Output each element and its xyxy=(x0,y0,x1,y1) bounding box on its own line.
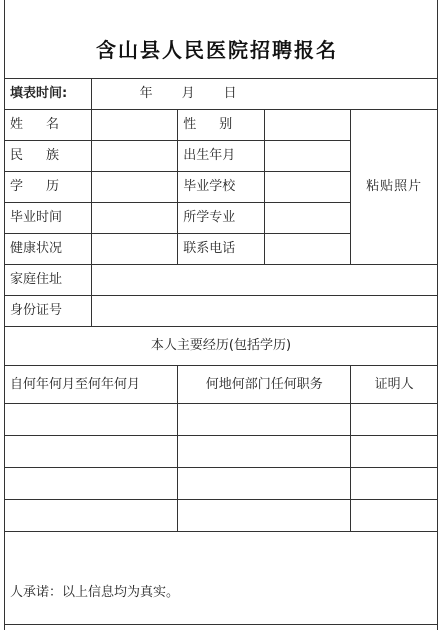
name-row xyxy=(5,110,438,141)
experience-section-title: 本人主要经历(包括学历) xyxy=(5,327,438,366)
experience-witness-cell[interactable] xyxy=(351,500,438,532)
registration-table xyxy=(4,78,438,625)
id-number-label: 身份证号 xyxy=(5,296,92,327)
birth-label: 出生年月 xyxy=(178,141,265,172)
major-label: 所学专业 xyxy=(178,203,265,234)
id-number-field[interactable] xyxy=(91,296,437,327)
experience-col-time: 自何年何月至何年何月 xyxy=(5,366,178,404)
gender-label: 性别 xyxy=(178,110,265,141)
id-row xyxy=(5,296,438,327)
form-title: 含山县人民医院招聘报名 xyxy=(96,38,338,62)
fill-time-label: 填表时间: xyxy=(5,79,92,110)
experience-row xyxy=(5,468,438,500)
birth-field[interactable] xyxy=(264,141,351,172)
experience-place-cell[interactable] xyxy=(178,468,351,500)
name-field[interactable] xyxy=(91,110,178,141)
phone-field[interactable] xyxy=(264,234,351,265)
name-label: 姓名 xyxy=(5,110,92,141)
experience-section-row xyxy=(5,327,438,366)
fill-time-field[interactable]: 年 月 日 xyxy=(91,79,437,110)
grad-time-label: 毕业时间 xyxy=(5,203,92,234)
experience-time-cell[interactable] xyxy=(5,500,178,532)
grad-time-field[interactable] xyxy=(91,203,178,234)
education-field[interactable] xyxy=(91,172,178,203)
health-label: 健康状况 xyxy=(5,234,92,265)
experience-row xyxy=(5,436,438,468)
photo-box[interactable]: 粘贴照片 xyxy=(351,110,438,265)
education-label: 学历 xyxy=(5,172,92,203)
experience-row xyxy=(5,404,438,436)
ethnicity-label: 民族 xyxy=(5,141,92,172)
address-field[interactable] xyxy=(91,265,437,296)
major-field[interactable] xyxy=(264,203,351,234)
experience-witness-cell[interactable] xyxy=(351,404,438,436)
experience-witness-cell[interactable] xyxy=(351,468,438,500)
experience-time-cell[interactable] xyxy=(5,436,178,468)
phone-label: 联系电话 xyxy=(178,234,265,265)
address-row xyxy=(5,265,438,296)
gender-field[interactable] xyxy=(264,110,351,141)
school-field[interactable] xyxy=(264,172,351,203)
experience-witness-cell[interactable] xyxy=(351,436,438,468)
experience-time-cell[interactable] xyxy=(5,468,178,500)
experience-col-place: 何地何部门任何职务 xyxy=(178,366,351,404)
ethnicity-field[interactable] xyxy=(91,141,178,172)
promise-row xyxy=(5,532,438,625)
experience-header-row xyxy=(5,366,438,404)
fill-time-row xyxy=(5,79,438,110)
experience-place-cell[interactable] xyxy=(178,404,351,436)
health-field[interactable] xyxy=(91,234,178,265)
experience-row xyxy=(5,500,438,532)
school-label: 毕业学校 xyxy=(178,172,265,203)
experience-col-witness: 证明人 xyxy=(351,366,438,404)
experience-place-cell[interactable] xyxy=(178,500,351,532)
address-label: 家庭住址 xyxy=(5,265,92,296)
experience-time-cell[interactable] xyxy=(5,404,178,436)
promise-text: 人承诺：以上信息均为真实。 xyxy=(5,532,438,625)
experience-place-cell[interactable] xyxy=(178,436,351,468)
